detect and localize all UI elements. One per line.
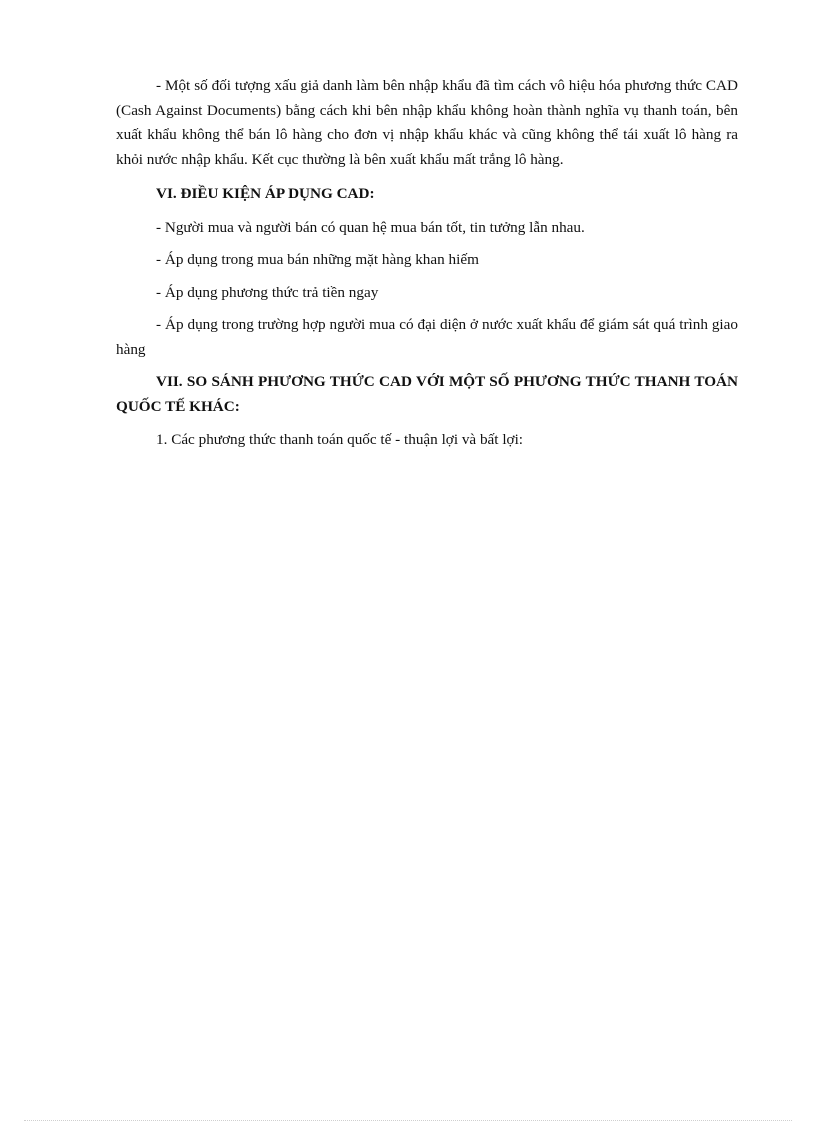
- condition-item: - Áp dụng trong trường hợp người mua có đại diện ở nước xuất khẩu để giám sát quá trình giao hàng: [116, 316, 738, 358]
- condition-item: - Áp dụng trong mua bán những mặt hàng khan hiếm: [156, 251, 479, 268]
- condition-item: - Người mua và người bán có quan hệ mua bán tốt, tin tưởng lẫn nhau.: [156, 218, 585, 236]
- section-heading-vii: VII. SO SÁNH PHƯƠNG THỨC CAD VỚI MỘT SỐ PHƯƠNG THỨC THANH TOÁN QUỐC TẾ KHÁC:: [116, 373, 738, 415]
- condition-item: - Áp dụng phương thức trả tiền ngay: [156, 283, 379, 301]
- page-bottom-rule: [24, 1120, 792, 1121]
- document-page: [116, 74, 738, 461]
- subsection-item: 1. Các phương thức thanh toán quốc tế - thuận lợi và bất lợi:: [156, 431, 524, 448]
- paragraph-cad-risk: - Một số đối tượng xấu giả danh làm bên nhập khẩu đã tìm cách vô hiệu hóa phương thức CAD (Cash Against Documents) bằng cách khi bên nhập khẩu không hoàn thành nghĩa vụ thanh toán, bên xuất khẩu không thể bán lô hàng cho đơn vị nhập khẩu khác và cũng không thể tái xuất lô hàng ra khỏi nước nhập khẩu. Kết cục thường là bên xuất khẩu mất trắng lô hàng.: [116, 77, 738, 168]
- section-heading-vi: VI. ĐIỀU KIỆN ÁP DỤNG CAD:: [156, 185, 375, 202]
